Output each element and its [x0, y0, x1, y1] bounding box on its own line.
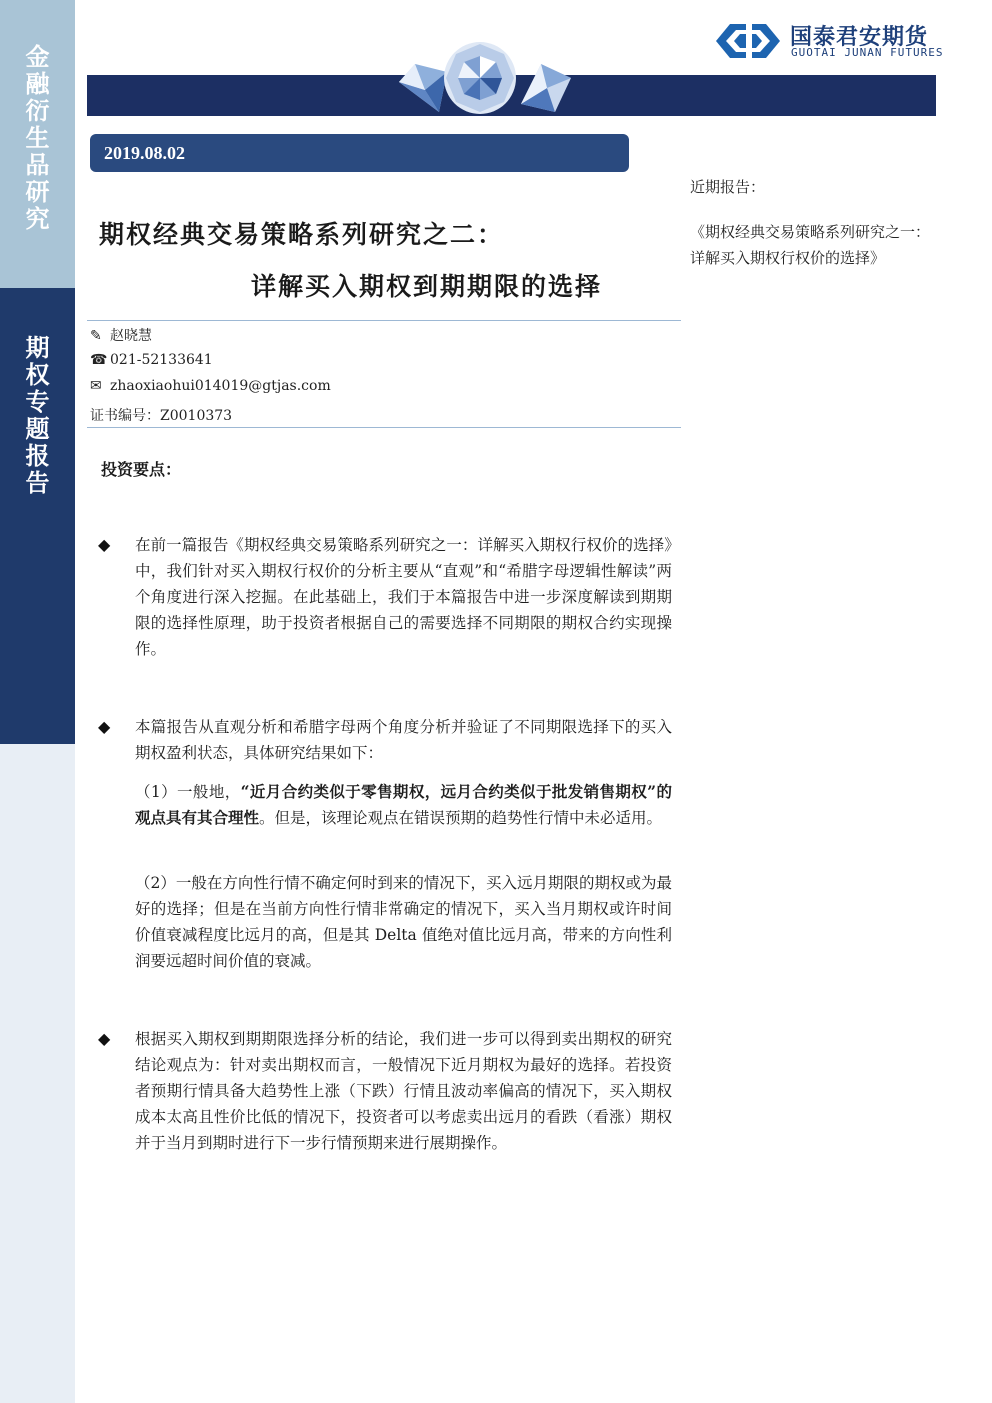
report-date: 2019.08.02 [104, 143, 185, 163]
recent-report-item[interactable]: 《期权经典交易策略系列研究之一：详解买入期权行权价的选择》 [690, 223, 931, 267]
mail-icon: ✉ [90, 378, 102, 394]
key-point-2a-prefix: （1）一般地， [135, 783, 241, 801]
pen-icon: ✎ [90, 328, 102, 344]
author-name: 赵晓慧 [110, 328, 152, 344]
sidebar-report-type-label: 期 权 专 题 报 告 [25, 334, 50, 497]
divider-top [87, 320, 681, 321]
author-cert: 证书编号：Z0010373 [90, 408, 233, 424]
key-point-2b: （2）一般在方向性行情不确定何时到来的情况下，买入远月期限的期权或为最好的选择；但是在当前方向性行情非常确定的情况下，买入当月期权或许时间价值衰减程度比远月的高，但是其 Delta 值绝对值比远月高，带来的方向性利润要远超时间价值的衰减。 [135, 874, 672, 970]
author-name-row [90, 325, 152, 345]
key-point-2: 本篇报告从直观分析和希腊字母两个角度分析并验证了不同期限选择下的买入期权盈利状态，具体研究结果如下： [135, 718, 672, 762]
key-point-2a-rest: 。但是，该理论观点在错误预期的趋势性行情中未必适用。 [259, 809, 663, 827]
key-points-heading: 投资要点： [101, 460, 182, 479]
bullet-diamond-icon: ◆ [98, 535, 111, 554]
bullet-diamond-icon: ◆ [98, 1029, 111, 1048]
logo-mark-icon [716, 22, 780, 60]
diamond-center-icon [442, 40, 518, 116]
divider-bottom [87, 427, 681, 428]
author-phone: 021-52133641 [110, 352, 213, 368]
sidebar-bottom-band [0, 744, 75, 1403]
diamond-right-icon [515, 60, 575, 116]
author-email-row [90, 378, 331, 394]
company-logo [716, 20, 944, 64]
bullet-diamond-icon: ◆ [98, 717, 111, 736]
report-title-line2: 详解买入期权到期期限的选择 [251, 272, 603, 301]
author-phone-row [90, 352, 213, 368]
date-bar [90, 134, 629, 172]
phone-icon: ☎ [90, 352, 108, 368]
key-point-2a-bold: “近月合约类似于零售期权，远月合约类似于批发销售期权”的观点具有其合理性 [135, 782, 672, 827]
recent-reports-heading: 近期报告： [690, 178, 766, 196]
report-title-line1: 期权经典交易策略系列研究之二： [99, 220, 505, 249]
sidebar-category-label: 金 融 衍 生 品 研 究 [25, 43, 50, 233]
author-email[interactable]: zhaoxiaohui014019@gtjas.com [110, 378, 331, 394]
logo-name-cn: 国泰君安期货 [790, 25, 929, 50]
key-point-2a [135, 779, 672, 831]
logo-name-en: GUOTAI JUNAN FUTURES [791, 46, 944, 59]
key-point-3: 根据买入期权到期期限选择分析的结论，我们进一步可以得到卖出期权的研究结论观点为：针对卖出期权而言，一般情况下近月期权为最好的选择。若投资者预期行情具备大趋势性上涨（下跌）行情且波动率偏高的情况下，买入期权成本太高且性价比低的情况下，投资者可以考虑卖出远月的看跌（看涨）期权并于当月到期时进行下一步行情预期来进行展期操作。 [135, 1030, 672, 1152]
key-point-1: 在前一篇报告《期权经典交易策略系列研究之一：详解买入期权行权价的选择》中，我们针对买入期权行权价的分析主要从“直观”和“希腊字母逻辑性解读”两个角度进行深入挖掘。在此基础上，我们于本篇报告中进一步深度解读到期期限的选择性原理，助于投资者根据自己的需要选择不同期限的期权合约实现操作。 [135, 536, 672, 658]
